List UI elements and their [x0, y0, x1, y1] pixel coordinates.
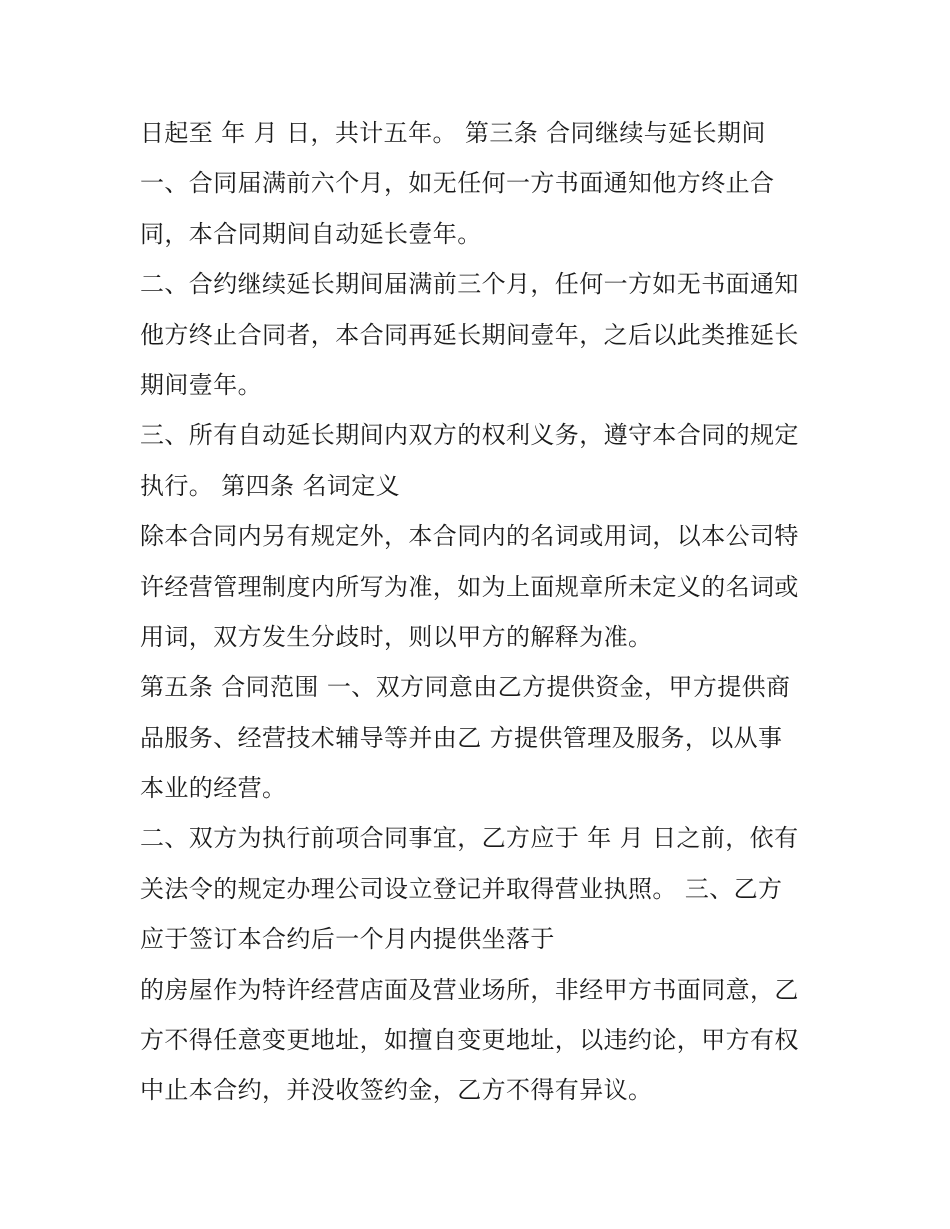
- text-line: 品服务、经营技术辅导等并由乙 方提供管理及服务，以从事: [140, 723, 783, 752]
- text-line: 除本合同内另有规定外，本合同内的名词或用词，以本公司特: [140, 522, 799, 551]
- text-line: 一、合同届满前六个月，如无任何一方书面通知他方终止合: [140, 169, 775, 198]
- text-line: 许经营管理制度内所写为准，如为上面规章所未定义的名词或: [140, 572, 799, 601]
- text-line: 中止本合约，并没收签约金，乙方不得有异议。: [140, 1076, 653, 1105]
- text-line: 的房屋作为特许经营店面及营业场所，非经甲方书面同意，乙: [140, 975, 799, 1004]
- text-line: 本业的经营。: [140, 774, 287, 803]
- text-line: 应于签订本合约后一个月内提供坐落于: [140, 925, 555, 954]
- text-line: 二、合约继续延长期间届满前三个月，任何一方如无书面通知: [140, 270, 799, 299]
- text-line: 日起至 年 月 日，共计五年。 第三条 合同继续与延长期间: [140, 119, 766, 147]
- text-line: 执行。 第四条 名词定义: [140, 471, 401, 500]
- text-line: 同，本合同期间自动延长壹年。: [140, 219, 482, 248]
- text-line: 关法令的规定办理公司设立登记并取得营业执照。 三、乙方: [140, 874, 783, 903]
- text-line: 期间壹年。: [140, 370, 262, 399]
- text-line: 第五条 合同范围 一、双方同意由乙方提供资金，甲方提供商: [140, 673, 791, 702]
- text-line: 方不得任意变更地址，如擅自变更地址，以违约论，甲方有权: [140, 1026, 799, 1055]
- text-line: 他方终止合同者，本合同再延长期间壹年，之后以此类推延长: [140, 320, 799, 349]
- text-line: 二、双方为执行前项合同事宜，乙方应于 年 月 日之前，依有: [140, 824, 799, 853]
- text-line: 用词，双方发生分歧时，则以甲方的解释为准。: [140, 622, 653, 651]
- contract-body-text: [140, 108, 830, 1116]
- text-line: 三、所有自动延长期间内双方的权利义务，遵守本合同的规定: [140, 421, 799, 450]
